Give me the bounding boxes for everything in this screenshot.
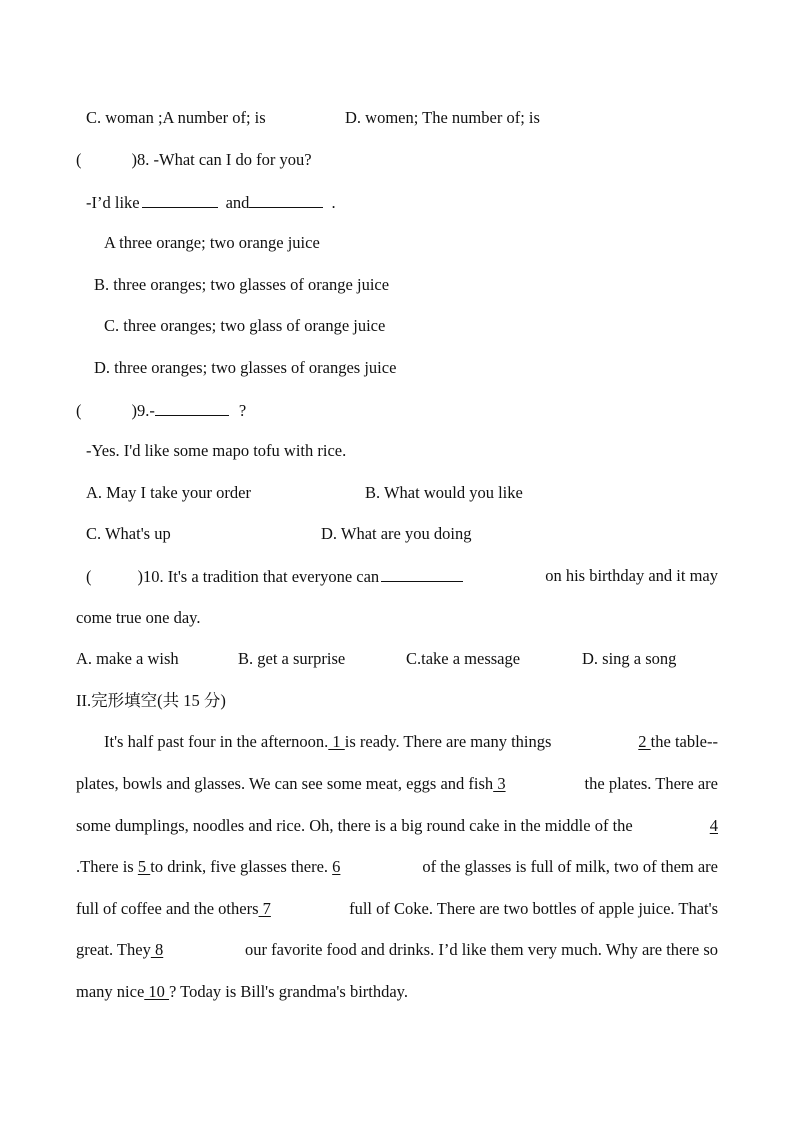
- blank-number: 4: [709, 816, 718, 835]
- blank-number: 6: [332, 857, 341, 876]
- passage-text: plates, bowls and glasses. We can see some meat, eggs and fish 3: [76, 774, 506, 793]
- q9-question: [76, 400, 246, 421]
- passage-text: full of Coke. There are two bottles of apple juice. That's: [349, 899, 718, 918]
- q9-option-a: A. May I take your order: [86, 483, 251, 502]
- passage-text: full of coffee and the others 7: [76, 899, 271, 918]
- blank-number: 5: [137, 857, 151, 876]
- q8-answer-end: .: [331, 193, 336, 212]
- q9-option-d: D. What are you doing: [321, 524, 472, 543]
- q9-option-c: C. What's up: [86, 524, 171, 543]
- q8-paren-open: (: [76, 150, 82, 169]
- q10-option-c: C.take a message: [406, 649, 521, 668]
- blank-number: 7: [258, 899, 271, 918]
- q10-blank[interactable]: [381, 566, 463, 582]
- passage-line-3: [76, 816, 718, 836]
- q9-blank[interactable]: [155, 400, 229, 416]
- q8-answer-line: [86, 192, 336, 213]
- passage-text: It's half past four in the afternoon. 1 is ready. There are many things: [104, 732, 552, 751]
- q7-option-c: C. woman ;A number of; is: [86, 108, 266, 127]
- q8-question: [76, 150, 312, 170]
- q10-question-line1: [86, 566, 718, 587]
- q8-option-d: D. three oranges; two glasses of oranges juice: [94, 358, 397, 377]
- passage-text: our favorite food and drinks. I’d like them very much. Why are there so: [244, 940, 718, 959]
- q8-option-b: B. three oranges; two glasses of orange juice: [94, 275, 390, 294]
- q10-paren-open: (: [86, 567, 92, 586]
- blank-number: 2: [638, 732, 651, 751]
- q8-answer-and: and: [225, 193, 250, 212]
- blank-number: 8: [150, 940, 164, 959]
- blank-number: 10: [144, 982, 170, 1001]
- q9-question-mark: ?: [238, 401, 247, 420]
- passage-text: .There is 5 to drink, five glasses there. 6: [76, 857, 341, 876]
- q8-option-c: C. three oranges; two glass of orange juice: [104, 316, 386, 335]
- passage-text: of the glasses is full of milk, two of them are: [422, 857, 718, 876]
- q8-answer-prefix: -I’d like: [86, 193, 140, 212]
- q8-blank-1[interactable]: [142, 192, 218, 208]
- blank-number: 3: [493, 774, 506, 793]
- passage-text: 2 the table--: [638, 732, 718, 751]
- passage-text: great. They 8: [76, 940, 164, 959]
- passage-text: some dumplings, noodles and rice. Oh, there is a big round cake in the middle of the: [76, 816, 633, 835]
- q8-blank-2[interactable]: [249, 192, 323, 208]
- q10-stem: )10. It's a tradition that everyone can: [137, 567, 380, 586]
- q10-option-d: D. sing a song: [582, 649, 677, 668]
- q10-option-a: A. make a wish: [76, 649, 179, 668]
- passage-line-6: [76, 940, 718, 960]
- q9-paren-open: (: [76, 401, 82, 420]
- passage-line-4: [76, 857, 718, 877]
- q10-line1-end: on his birthday and it may: [545, 566, 718, 585]
- passage-line-1: [104, 732, 718, 752]
- q10-option-b: B. get a surprise: [238, 649, 346, 668]
- q8-stem: )8. -What can I do for you?: [131, 150, 312, 169]
- q9-stem: )9.-: [131, 401, 155, 420]
- section-heading: II.完形填空(共 15 分): [76, 691, 226, 710]
- passage-line-7: many nice 10 ? Today is Bill's grandma's birthday.: [76, 982, 408, 1001]
- passage-text: the plates. There are: [584, 774, 718, 793]
- q10-question-line2: come true one day.: [76, 608, 201, 627]
- q8-option-a: A three orange; two orange juice: [104, 233, 320, 252]
- q9-answer: -Yes. I'd like some mapo tofu with rice.: [86, 441, 347, 460]
- passage-line-2: [76, 774, 718, 794]
- q7-option-d: D. women; The number of; is: [345, 108, 540, 127]
- q9-option-b: B. What would you like: [365, 483, 523, 502]
- blank-number: 1: [328, 732, 345, 751]
- passage-line-5: [76, 899, 718, 919]
